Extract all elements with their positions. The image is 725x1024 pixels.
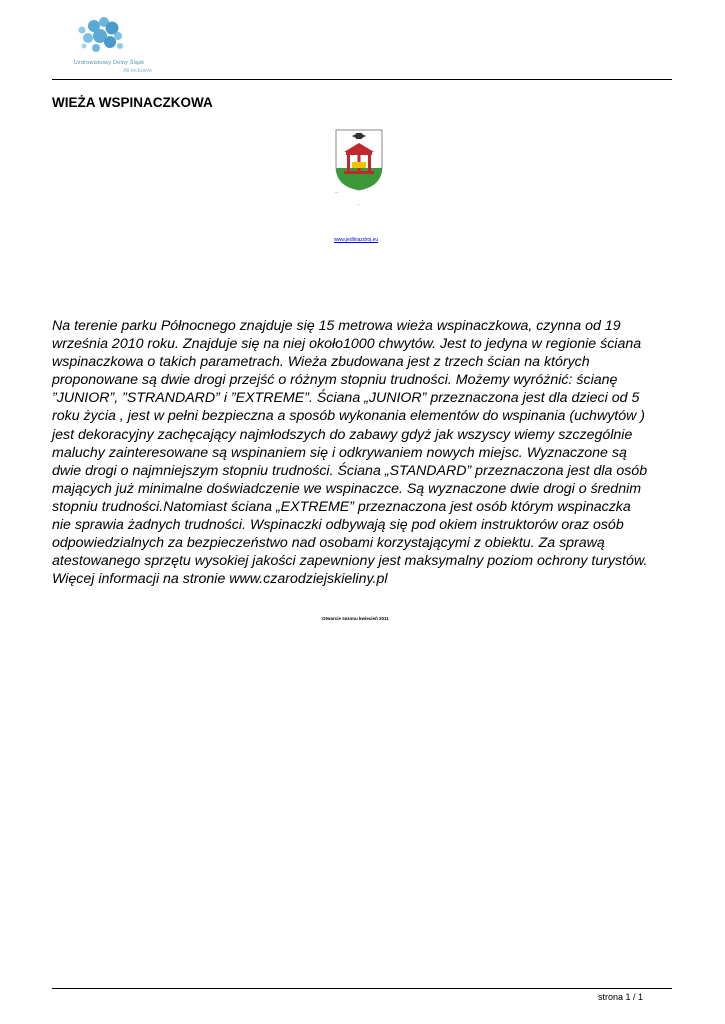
logo-text: Uzdrowiskowy Dolny Śląsk	[73, 60, 145, 66]
page-number: strona 1 / 1	[597, 992, 643, 1002]
water-drops-logo-icon	[54, 14, 164, 60]
coat-of-arms-icon	[334, 128, 384, 192]
jedlinazdroj-link[interactable]: www.jedlinazdroj.eu	[334, 237, 379, 243]
crest-small-link[interactable]: —	[335, 190, 338, 194]
body-line: dwie drogi o najmniejszym stopniu trudności. Ściana „STANDARD” przeznaczona jest dla osób	[52, 462, 648, 479]
page-title: WIEŻA WSPINACZKOWA	[52, 95, 213, 110]
body-line: mających już minimalne doświadczenie we wspinaczce. Są wyznaczone dwie drogi o średnim	[52, 480, 642, 497]
season-opening-note: Otwarcie sezonu kwiecień 2011	[322, 616, 389, 621]
body-line: wspinaczkowa o takich parametrach. Wieża zbudowana jest z trzech ścian na których	[52, 354, 590, 371]
body-line: września 2010 roku. Znajduje się na niej około1000 chwytów. Jest to jedyna w regionie ściana	[52, 336, 642, 353]
footer-divider	[52, 988, 672, 989]
header-divider	[52, 79, 672, 80]
logo-subtext: All inclusive	[123, 68, 152, 74]
body-line: roku życia , jest w pełni bezpieczna a sposób wykonania elementów do wspinania (uchwytów )	[52, 408, 646, 425]
body-line: stopniu trudności.Natomiast ściana „EXTREME” przeznaczona jest osób którym wspinaczka	[52, 498, 631, 515]
crest-dot: .	[358, 201, 360, 207]
body-line: atestowanego sprzętu wysokiej jakości zapewniony jest maksymalny poziom ochrony turystów.	[52, 553, 648, 570]
body-line: odpowiedzialnych za bezpieczeństwo nad osobami korzystającymi z obiektu. Za sprawą	[52, 535, 605, 552]
site-logo[interactable]	[54, 14, 164, 78]
article-body	[52, 317, 682, 588]
body-line: proponowane są dwie drogi przejść o różnym stopniu trudności. Możemy wyróżnić: ścianę	[52, 372, 618, 389]
body-line: jest dekoracyjny zachęcający najmłodszych do zabawy gdyż jak wszyscy wiemy szczególnie	[52, 426, 633, 443]
body-line: Więcej informacji na stronie www.czarodziejskieliny.pl	[52, 571, 388, 588]
body-line: ”JUNIOR”, ”STRANDARD” i ”EXTREME”. Ściana „JUNIOR” przeznaczona jest dla dzieci od 5	[52, 390, 640, 407]
body-line: maluchy zainteresowane są wspinaniem się i odkrywaniem nowych miejsc. Wyznaczone są	[52, 444, 627, 461]
body-line: nie sprawia żadnych trudności. Wspinaczki odbywają się pod okiem instruktorów oraz osób	[52, 517, 624, 534]
body-line: Na terenie parku Północnego znajduje się 15 metrowa wieża wspinaczkowa, czynna od 19	[52, 318, 621, 334]
